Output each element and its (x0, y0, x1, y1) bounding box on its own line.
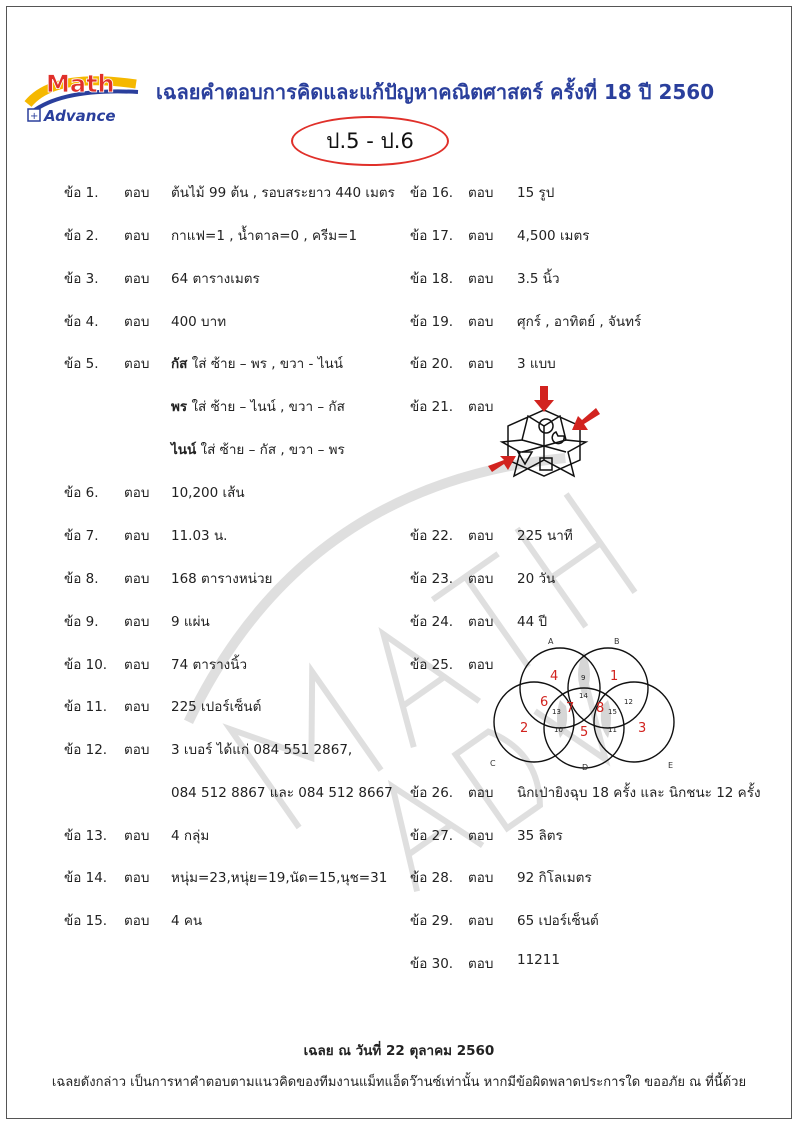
star-shapes-figure (488, 386, 600, 488)
answer-name-bold: พร (171, 399, 188, 415)
answer-text (171, 352, 343, 374)
question-number: ข้อ 26. (410, 785, 454, 801)
question-number: ข้อ 29. (410, 913, 454, 929)
math-advance-logo (24, 62, 142, 126)
question-number: ข้อ 21. (410, 399, 454, 415)
question-number: ข้อ 5. (64, 356, 99, 372)
question-number: ข้อ 6. (64, 485, 99, 501)
answer-text: 44 ปี (517, 614, 548, 630)
answer-label: ตอบ (468, 913, 494, 929)
answer-text: หนุ่ม=23,หนุ่ย=19,นัด=15,นุช=31 (171, 870, 388, 886)
answer-label: ตอบ (124, 528, 150, 544)
answer-text: 4 กลุ่ม (171, 828, 210, 844)
svg-text:Math: Math (46, 70, 115, 98)
answer-text: 15 รูป (517, 185, 555, 201)
question-number: ข้อ 4. (64, 314, 99, 330)
answer-text: 3.5 นิ้ว (517, 271, 560, 287)
venn-label-d: D (582, 763, 589, 772)
answer-label: ตอบ (124, 356, 150, 372)
question-number: ข้อ 19. (410, 314, 454, 330)
answer-text: 400 บาท (171, 314, 227, 330)
question-number: ข้อ 15. (64, 913, 108, 929)
answer-label: ตอบ (124, 828, 150, 844)
question-number: ข้อ 1. (64, 185, 99, 201)
answer-text: 225 เปอร์เซ็นต์ (171, 699, 262, 715)
answer-label: ตอบ (124, 228, 150, 244)
question-number: ข้อ 10. (64, 657, 108, 673)
answer-label: ตอบ (124, 699, 150, 715)
question-number: ข้อ 14. (64, 870, 108, 886)
answer-label: ตอบ (468, 571, 494, 587)
question-number: ข้อ 16. (410, 185, 454, 201)
venn-region-acd: 7 (566, 701, 575, 716)
question-number: ข้อ 24. (410, 614, 454, 630)
answer-text: 10,200 เส้น (171, 485, 245, 501)
answer-label: ตอบ (468, 185, 494, 201)
answer-label: ตอบ (124, 742, 150, 758)
circle-shape (539, 419, 553, 433)
question-number: ข้อ 28. (410, 870, 454, 886)
question-number: ข้อ 30. (410, 956, 454, 972)
answer-detail: ใส่ ซ้าย – ไนน์ , ขวา – กัส (187, 399, 345, 415)
answer-text (171, 395, 345, 417)
answer-text: 64 ตารางเมตร (171, 271, 260, 287)
answer-text: 3 แบบ (517, 356, 556, 372)
disclaimer-note: เฉลยดังกล่าว เป็นการหาคำตอบตามแนวคิดของทีมงานแม็ทแอ็ดว๊านซ์เท่านั้น หากมีข้อผิดพลาดประการใด ขออภัย ณ ที่นี้ด้วย (51, 1075, 747, 1090)
answer-label: ตอบ (124, 271, 150, 287)
answer-text: 225 นาที (517, 528, 573, 544)
answer-label: ตอบ (468, 828, 494, 844)
arrow-left-down-icon (572, 408, 600, 430)
arrow-down-icon (534, 386, 554, 412)
question-number: ข้อ 8. (64, 571, 99, 587)
question-number: ข้อ 17. (410, 228, 454, 244)
venn-region-ac: 13 (552, 708, 561, 716)
venn-label-a: A (548, 637, 554, 646)
venn-region-bde: 8 (596, 701, 605, 716)
venn-region-a: 4 (550, 669, 559, 684)
answer-text: นิกเป่ายิงฉุบ 18 ครั้ง และ นิกชนะ 12 ครั้ง (517, 785, 761, 801)
question-number: ข้อ 18. (410, 271, 454, 287)
answer-text: 11.03 น. (171, 528, 228, 544)
venn-region-ab: 9 (581, 674, 586, 682)
venn-region-e: 3 (638, 721, 647, 736)
answer-detail: ใส่ ซ้าย – พร , ขวา - ไนน์ (187, 356, 343, 372)
question-number: ข้อ 27. (410, 828, 454, 844)
svg-text:+: + (30, 111, 39, 122)
answer-name-bold: ไนน์ (171, 442, 197, 458)
answer-text (171, 438, 345, 460)
answer-text: ต้นไม้ 99 ต้น , รอบสระยาว 440 เมตร (171, 185, 395, 201)
answer-text: ศุกร์ , อาทิตย์ , จันทร์ (517, 314, 642, 330)
answer-text: 35 ลิตร (517, 828, 563, 844)
answer-date: เฉลย ณ วันที่ 22 ตุลาคม 2560 (303, 1043, 495, 1059)
answer-label: ตอบ (124, 614, 150, 630)
answer-label: ตอบ (468, 314, 494, 330)
answer-text: 168 ตารางหน่วย (171, 571, 273, 587)
page-title: เฉลยคำตอบการคิดและแก้ปัญหาคณิตศาสตร์ ครั้งที่ 18 ปี 2560 (156, 80, 715, 104)
venn-region-ac-outer: 6 (540, 695, 549, 710)
answer-label: ตอบ (468, 870, 494, 886)
answer-label: ตอบ (468, 785, 494, 801)
answer-label: ตอบ (468, 614, 494, 630)
answer-label: ตอบ (124, 870, 150, 886)
venn-label-b: B (614, 637, 620, 646)
answer-text: 9 แผ่น (171, 614, 210, 630)
answer-text: 65 เปอร์เซ็นต์ (517, 913, 599, 929)
grade-level-badge (291, 116, 449, 166)
answer-label: ตอบ (468, 228, 494, 244)
venn-label-c: C (490, 759, 496, 768)
venn-region-d: 5 (580, 725, 589, 740)
question-number: ข้อ 13. (64, 828, 108, 844)
answer-text: 4,500 เมตร (517, 228, 590, 244)
answer-text: 084 512 8867 และ 084 512 8667 (171, 785, 393, 801)
question-number: ข้อ 22. (410, 528, 454, 544)
answer-label: ตอบ (124, 913, 150, 929)
answer-detail: ใส่ ซ้าย – กัส , ขวา – พร (196, 442, 345, 458)
answer-text: 20 วัน (517, 571, 556, 587)
answer-name-bold: กัส (171, 356, 188, 372)
question-number: ข้อ 12. (64, 742, 108, 758)
venn-region-de: 11 (608, 726, 617, 734)
answer-text: 74 ตารางนิ้ว (171, 657, 248, 673)
answer-label: ตอบ (468, 271, 494, 287)
answer-label: ตอบ (124, 571, 150, 587)
venn-diagram (488, 634, 678, 774)
question-number: ข้อ 2. (64, 228, 99, 244)
venn-label-e: E (668, 761, 674, 770)
answer-label: ตอบ (124, 657, 150, 673)
arrow-right-up-icon (488, 456, 516, 472)
venn-region-b: 1 (610, 669, 619, 684)
answer-label: ตอบ (468, 356, 494, 372)
venn-region-abd: 14 (579, 692, 588, 700)
answer-label: ตอบ (468, 956, 494, 972)
answer-label: ตอบ (124, 485, 150, 501)
question-number: ข้อ 7. (64, 528, 99, 544)
venn-region-c: 2 (520, 721, 529, 736)
answer-label: ตอบ (468, 657, 494, 673)
answer-text: 3 เบอร์ ได้แก่ 084 551 2867, (171, 742, 353, 758)
question-number: ข้อ 9. (64, 614, 99, 630)
answer-text: 92 กิโลเมตร (517, 870, 592, 886)
question-number: ข้อ 3. (64, 271, 99, 287)
answer-text: กาแฟ=1 , น้ำตาล=0 , ครีม=1 (171, 228, 358, 244)
venn-region-be: 15 (608, 708, 617, 716)
answer-label: ตอบ (124, 185, 150, 201)
answer-label: ตอบ (468, 399, 494, 415)
venn-region-cd: 10 (554, 726, 563, 734)
question-number: ข้อ 11. (64, 699, 108, 715)
question-number: ข้อ 23. (410, 571, 454, 587)
grade-level-text: ป.5 - ป.6 (326, 128, 414, 153)
answer-text: 11211 (517, 952, 560, 968)
svg-text:Advance: Advance (44, 107, 116, 125)
answer-text: 4 คน (171, 913, 203, 929)
answer-label: ตอบ (124, 314, 150, 330)
answer-label: ตอบ (468, 528, 494, 544)
question-number: ข้อ 25. (410, 657, 454, 673)
question-number: ข้อ 20. (410, 356, 454, 372)
venn-region-be-outer: 12 (624, 698, 633, 706)
